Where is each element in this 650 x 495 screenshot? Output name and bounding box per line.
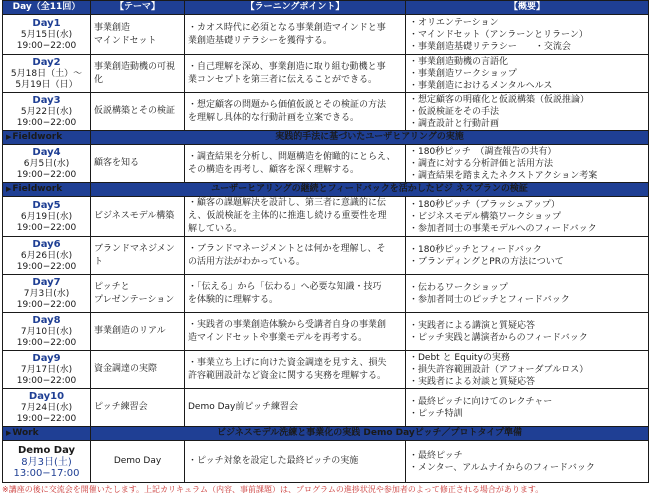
header-learning-point: 【ラーニングポイント】	[185, 1, 406, 15]
schedule-table	[2, 0, 649, 483]
demo-day-summary-item: ・最終ピッチ	[409, 450, 463, 461]
day5-summary	[406, 197, 649, 237]
day4-row	[3, 145, 649, 183]
day7-point: ・「伝える」から「伝わる」へ必要な知識・技巧 を体験的に理解する。	[185, 275, 406, 313]
day2-date: 5月18日（土）～ 5月19日（日）	[10, 68, 83, 90]
day7-summary	[406, 275, 649, 313]
day8-summary-item: ・ピッチ実践と講演者からのフィードバック	[409, 332, 588, 343]
day8-date: 7月10日(水)	[20, 326, 73, 337]
header-summary: 【概要】	[406, 1, 649, 15]
day10-theme: ピッチ練習会	[91, 389, 185, 427]
day2-summary-item: ・事業創造ワークショップ	[409, 68, 517, 79]
demo-day-summary	[406, 441, 649, 483]
triangle-right-icon: ▶	[6, 429, 12, 437]
day3-theme: 仮説構築とその検証	[91, 93, 185, 131]
day3-point: ・想定顧客の問題から価値仮説とその検証の方法 を理解し具体的な行動計画を立案できる。	[185, 93, 406, 131]
day6-theme: ブランドマネジメント	[91, 237, 185, 275]
day2-theme: 事業創造動機の可視化	[91, 55, 185, 93]
day6-label: Day6	[32, 238, 61, 250]
day6-summary	[406, 237, 649, 275]
day7-label: Day7	[32, 276, 61, 288]
day2-row	[3, 55, 649, 93]
day8-time: 19:00−22:00	[16, 337, 77, 348]
day3-summary-item: ・仮説検証をその手法	[409, 106, 500, 117]
day3-time: 19:00−22:00	[16, 117, 77, 128]
day10-point: Demo Day前ピッチ練習会	[185, 389, 406, 427]
day9-summary	[406, 351, 649, 389]
day3-summary-item: ・調査設計と行動計画	[409, 118, 500, 129]
day3-summary-item: ・想定顧客の明確化と仮説構築（仮説推論）	[409, 94, 590, 105]
day10-cell	[3, 389, 91, 427]
day7-cell	[3, 275, 91, 313]
day6-date: 6月26日(水)	[20, 250, 73, 261]
day7-theme: ピッチと プレゼンテーション	[91, 275, 185, 313]
day10-time: 19:00−22:00	[16, 413, 77, 424]
day9-time: 19:00−22:00	[16, 375, 77, 386]
fieldwork-row-2	[3, 183, 649, 197]
day2-cell	[3, 55, 91, 93]
day6-point: ・ブランドマネージメントとは何かを理解し、そ の活用方法がわかっている。	[185, 237, 406, 275]
day9-cell	[3, 351, 91, 389]
day1-point: ・カオス時代に必須となる事業創造マインドと事 業創造基礎リテラシーを獲得する。	[185, 15, 406, 55]
day1-summary-item: ・マインドセット（アンラーンとリラーン）	[409, 29, 588, 40]
day7-summary-item: ・参加者同士のピッチとフィードバック	[409, 294, 570, 305]
day4-summary	[406, 145, 649, 183]
fieldwork-1-label: Fieldwork	[12, 132, 63, 142]
demo-day-theme: Demo Day	[91, 441, 185, 483]
work-text: ビジネスモデル洗練と事業化の実践 Demo Dayピッチ／プロトタイプ準備	[91, 427, 649, 441]
day6-summary-item: ・ブランディングとPRの方法について	[409, 256, 564, 267]
header-row	[3, 1, 649, 15]
day6-time: 19:00−22:00	[16, 261, 77, 272]
day5-theme: ビジネスモデル構築	[91, 197, 185, 237]
day10-summary	[406, 389, 649, 427]
day5-summary-item: ・180秒ピッチ（ブラッシュアップ）	[409, 199, 560, 210]
day5-time: 19:00−22:00	[16, 222, 77, 233]
day8-label: Day8	[32, 314, 61, 326]
day9-theme: 資金調達の実際	[91, 351, 185, 389]
day1-cell	[3, 15, 91, 55]
day3-cell	[3, 93, 91, 131]
header-theme: 【テーマ】	[91, 1, 185, 15]
day8-theme: 事業創造のリアル	[91, 313, 185, 351]
fieldwork-1-label-cell	[3, 131, 91, 145]
day10-row	[3, 389, 649, 427]
demo-day-date: 8月3日(土)	[21, 456, 72, 468]
work-row	[3, 427, 649, 441]
footnote: ※講座の後に交流会を開催いたします。上記カリキュラム（内容、事前課題）は、プログラムの進捗状況や参加者のよって修正される場合があります。	[2, 485, 544, 494]
day4-time: 19:00−22:00	[16, 169, 77, 180]
day3-row	[3, 93, 649, 131]
day8-cell	[3, 313, 91, 351]
day4-summary-item: ・調査結果を踏まえたネクストアクション考案	[409, 170, 598, 181]
triangle-right-icon: ▶	[6, 133, 12, 141]
day9-summary-item: ・実践者による対談と質疑応答	[409, 376, 536, 387]
day1-row	[3, 15, 649, 55]
day4-summary-item: ・180秒ピッチ （調査報告の共有）	[409, 146, 557, 157]
day5-row	[3, 197, 649, 237]
day8-summary-item: ・実践者による講演と質疑応答	[409, 320, 536, 331]
fieldwork-2-label-cell	[3, 183, 91, 197]
triangle-right-icon: ▶	[6, 185, 12, 193]
day4-summary-item: ・調査に対する分析評価と活用方法	[409, 158, 554, 169]
day8-summary	[406, 313, 649, 351]
demo-day-label: Demo Day	[17, 444, 76, 456]
day7-row	[3, 275, 649, 313]
day9-row	[3, 351, 649, 389]
day1-summary-item: ・オリエンテーション	[409, 17, 499, 28]
day10-summary-item: ・最終ピッチに向けてのレクチャー	[409, 396, 553, 407]
day5-label: Day5	[32, 199, 61, 211]
demo-day-time: 13:00−17:00	[13, 467, 80, 479]
work-label-cell	[3, 427, 91, 441]
day10-summary-item: ・ピッチ特訓	[409, 408, 463, 419]
day4-point: ・調査結果を分析し、問題構造を俯瞰的にとらえ、 その構造を再考し、顧客を深く理解する。	[185, 145, 406, 183]
day8-row	[3, 313, 649, 351]
fieldwork-2-label: Fieldwork	[12, 184, 63, 194]
day2-label: Day2	[32, 56, 61, 68]
day3-date: 5月22日(水)	[20, 106, 73, 117]
day2-summary-item: ・事業創造におけるメンタルヘルス	[409, 80, 553, 91]
day9-label: Day9	[32, 352, 61, 364]
day4-cell	[3, 145, 91, 183]
day3-summary	[406, 93, 649, 131]
day5-date: 6月19日(水)	[20, 211, 73, 222]
day7-summary-item: ・伝わるワークショップ	[409, 282, 508, 293]
day5-summary-item: ・ビジネスモデル構築ワークショップ	[409, 211, 562, 222]
fieldwork-row-1	[3, 131, 649, 145]
demo-day-point: ・ピッチ対象を設定した最終ピッチの実施	[185, 441, 406, 483]
demo-day-summary-item: ・メンター、アルムナイからのフィードバック	[409, 462, 595, 473]
day4-theme: 顧客を知る	[91, 145, 185, 183]
day2-summary	[406, 55, 649, 93]
day1-summary	[406, 15, 649, 55]
day6-cell	[3, 237, 91, 275]
day1-summary-item: ・事業創造基礎リテラシー ・交流会	[409, 41, 571, 52]
day3-label: Day3	[32, 94, 61, 106]
day9-date: 7月17日(水)	[20, 364, 73, 375]
day9-summary-item: ・損失許容範囲設計（アフォーダブルロス）	[409, 364, 589, 375]
fieldwork-2-text: ユーザーヒアリングの継続とフィードバックを活かしたビジ ネスプランの検証	[91, 183, 649, 197]
fieldwork-1-text: 実践的手法に基づいたユーザヒアリングの実施	[91, 131, 649, 145]
day8-point: ・実践者の事業創造体験から受講者自身の事業創 造マインドセットや事業モデルを再考する。	[185, 313, 406, 351]
day5-cell	[3, 197, 91, 237]
day9-summary-item: ・Debt と Equityの実務	[409, 352, 510, 363]
day2-point: ・自己理解を深め、事業創造に取り組む動機と事 業コンセプトを第三者に伝えることができる。	[185, 55, 406, 93]
day10-date: 7月24日(水)	[20, 402, 73, 413]
day1-date: 5月15日(水)	[20, 29, 73, 40]
day5-summary-item: ・参加者同士の事業モデルへのフィードバック	[409, 223, 597, 234]
day4-date: 6月5日(水)	[23, 158, 70, 169]
day1-theme: 事業創造 マインドセット	[91, 15, 185, 55]
day4-label: Day4	[32, 146, 61, 158]
day1-time: 19:00−22:00	[16, 40, 77, 51]
day7-time: 19:00−22:00	[16, 299, 77, 310]
day9-point: ・事業立ち上げに向けた資金調達を見すえ、損失 許容範囲設計など資金に関する実務を理解する。	[185, 351, 406, 389]
day5-point: ・顧客の課題解決を設計し、第三者に意識的に伝 え、仮説検証を主体的に推進し続ける重要性を理 解している。	[185, 197, 406, 237]
day6-summary-item: ・180秒ピッチとフィードバック	[409, 244, 542, 255]
header-day: Day（全11回）	[3, 1, 91, 15]
demo-day-cell	[3, 441, 91, 483]
demo-day-row	[3, 441, 649, 483]
day7-date: 7月3日(水)	[23, 288, 70, 299]
day2-summary-item: ・事業創造動機の言語化	[409, 56, 509, 67]
day6-row	[3, 237, 649, 275]
day10-label: Day10	[28, 390, 65, 402]
day1-label: Day1	[32, 17, 61, 29]
work-label: Work	[12, 428, 39, 438]
